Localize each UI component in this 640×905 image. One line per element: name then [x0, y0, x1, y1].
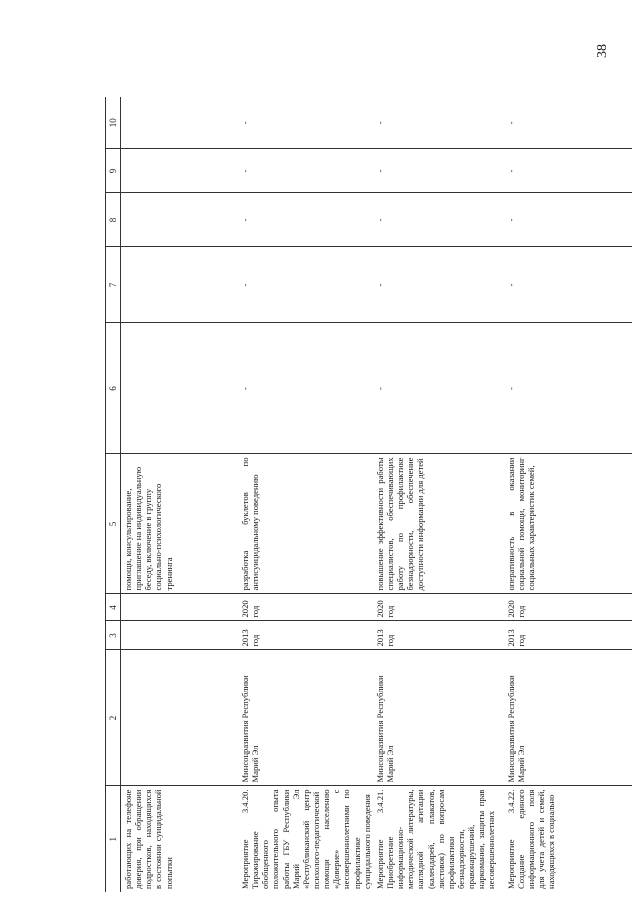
col6-cell: -: [504, 323, 632, 454]
col9-cell: -: [238, 149, 373, 193]
col10-cell: -: [374, 121, 385, 125]
col6-cell: -: [238, 323, 373, 454]
measure-name-cell: Мероприятие 3.4.20. Тиражирование обобщенного положительного опыта работы ГБУ Республики Марий Эл «Республиканский центр психолого-педагогической помощи населению «Доверие» с несовершеннолетними по профилактике суицидального поведения: [238, 786, 373, 892]
header-col-8: 8: [106, 193, 121, 247]
executor-cell: Минсоцразвития Республики Марий Эл: [238, 650, 373, 786]
col9-cell: -: [373, 149, 504, 193]
measure-name-cell: работающих на телефоне доверия, при обращении подростков, находящихся в состоянии суицидальной попытки: [121, 786, 239, 892]
col8-cell: -: [504, 193, 632, 247]
executor-cell: Минсоцразвития Республики Марий Эл: [504, 650, 632, 786]
executor-cell: Минсоцразвития Республики Марий Эл: [373, 650, 504, 786]
table-row: [121, 97, 239, 892]
expected-result-cell: разработка буклетов по антисуицидальному поведению: [238, 454, 373, 594]
col8-cell: [121, 193, 239, 247]
header-col-5: 5: [106, 454, 121, 594]
header-col-10: 10: [106, 97, 121, 149]
col7-cell: [121, 247, 239, 323]
col7-cell: -: [504, 247, 632, 323]
start-year-cell: 2013 год: [238, 621, 373, 650]
col6-cell: -: [373, 323, 504, 454]
program-measures-table: [105, 97, 632, 892]
rotated-table-page: [105, 97, 635, 892]
col8-cell: -: [238, 193, 373, 247]
header-col-6: 6: [106, 323, 121, 454]
expected-result-cell: помощи, консультирование, приглашение на индивидуальную беседу, включение в группу социально-психологического тренинга: [121, 454, 239, 594]
header-col-2: 2: [106, 650, 121, 786]
end-year-cell: 2020 год: [504, 594, 632, 621]
col8-cell: -: [373, 193, 504, 247]
col10-cell: -: [505, 121, 516, 125]
table-row: [504, 97, 632, 892]
col9-cell: [121, 149, 239, 193]
header-col-3: 3: [106, 621, 121, 650]
table-row: [373, 97, 504, 892]
executor-cell: [121, 650, 239, 786]
end-year-cell: [121, 594, 239, 621]
col10-cell: [121, 97, 239, 149]
measure-name-cell: Мероприятие 3.4.22. Создание единого информационного поля для учета детей и семей, находящихся в социально: [504, 786, 632, 892]
start-year-cell: 2013 год: [504, 621, 632, 650]
header-col-7: 7: [106, 247, 121, 323]
col10-cell: -: [240, 121, 250, 125]
col7-cell: -: [373, 247, 504, 323]
start-year-cell: 2013 год: [373, 621, 504, 650]
col7-cell: -: [238, 247, 373, 323]
start-year-cell: [121, 621, 239, 650]
header-col-9: 9: [106, 149, 121, 193]
end-year-cell: 2020 год: [373, 594, 504, 621]
col6-cell: [121, 323, 239, 454]
header-col-4: 4: [106, 594, 121, 621]
header-col-1: 1: [106, 786, 121, 892]
measure-name-cell: Мероприятие 3.4.21. Приобретение информационно-методической литературы, наглядной агитации (календарей, плакатов, листовок) по вопросам профилактики безнадзорности, правонарушений, наркомании, защиты прав несовершеннолетних: [373, 786, 504, 892]
table-row: [238, 97, 373, 892]
expected-result-cell: оперативность в оказании социальной помощи, мониторинг социальных характеристик семей,: [504, 454, 632, 594]
table-header-row: [106, 97, 121, 892]
end-year-cell: 2020 год: [238, 594, 373, 621]
page-number: 38: [595, 44, 610, 58]
expected-result-cell: повышение эффективности работы специалистов, обеспечивающих работу по профилактике безнадзорности, обеспечение доступности информации для детей: [373, 454, 504, 594]
col9-cell: -: [504, 149, 632, 193]
